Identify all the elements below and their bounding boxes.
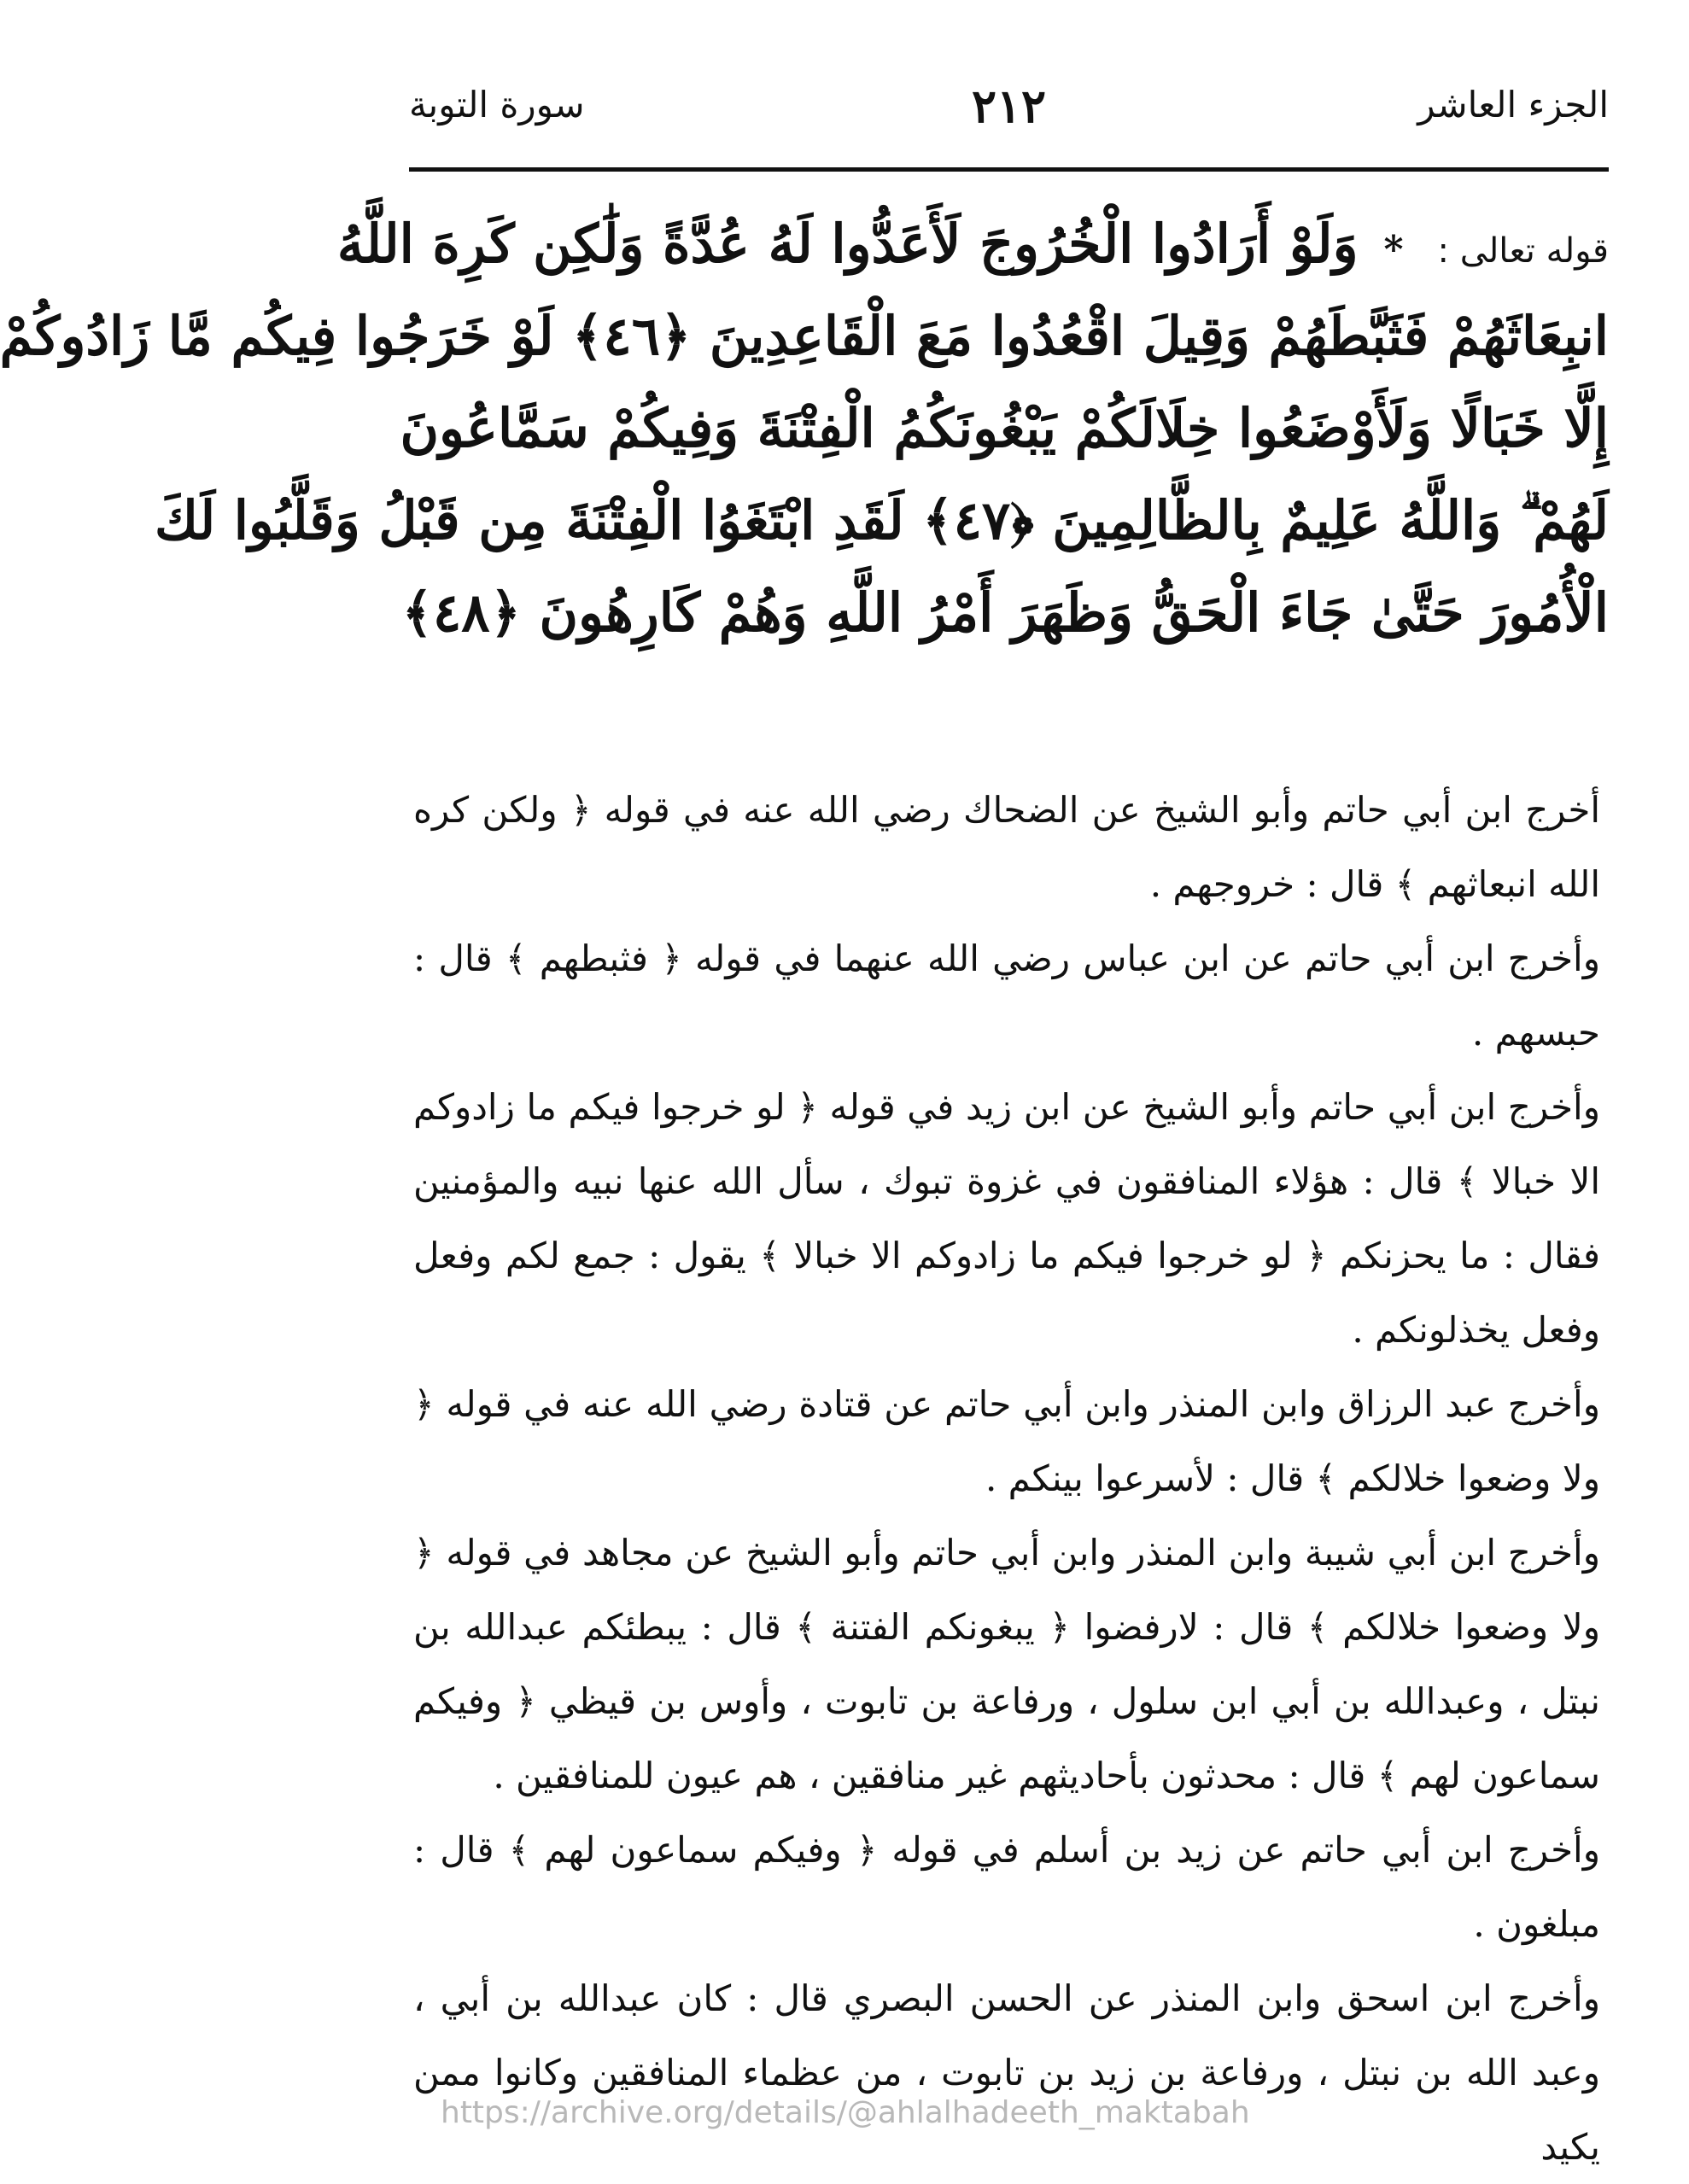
commentary-paragraph: وأخرج ابن أبي حاتم عن زيد بن أسلم في قوله ﴿ وفيكم سماعون لهم ﴾ قال : مبلغون . [413, 1829, 1600, 1945]
commentary-paragraph: وأخرج ابن أبي حاتم عن ابن عباس رضي الله عنهما في قوله ﴿ فثبطهم ﴾ قال : حبسهم . [413, 937, 1600, 1054]
commentary-block [413, 773, 1600, 2184]
watermark-url: https://archive.org/details/@ahlalhadeeth_maktabah [441, 2095, 1250, 2130]
verse-line-2: انبِعَاثَهُمْ فَثَبَّطَهُمْ وَقِيلَ اقْعُدُوا مَعَ الْقَاعِدِينَ ﴿٤٦﴾ لَوْ خَرَجُوا فِيكُم مَّا زَادُوكُمْ [0, 305, 1609, 367]
verse-line-4: لَهُمْ ۗ وَاللَّهُ عَلِيمٌ بِالظَّالِمِينَ ﴿٤٧﴾ لَقَدِ ابْتَغَوُا الْفِتْنَةَ مِن قَبْلُ وَقَلَّبُوا لَكَ [154, 489, 1609, 552]
verse-line-5: الْأُمُورَ حَتَّىٰ جَاءَ الْحَقُّ وَظَهَرَ أَمْرُ اللَّهِ وَهُمْ كَارِهُونَ ﴿٤٨﴾ [401, 581, 1609, 644]
star-marker: * [1383, 228, 1404, 272]
verse-line-1 [336, 198, 1609, 290]
verse-line-3: إِلَّا خَبَالًا وَلَأَوْضَعُوا خِلَالَكُمْ يَبْغُونَكُمُ الْفِتْنَةَ وَفِيكُمْ سَمَّاعُونَ [400, 397, 1609, 459]
commentary-paragraph: وأخرج عبد الرزاق وابن المنذر وابن أبي حاتم عن قتادة رضي الله عنه في قوله ﴿ ولا وضعوا خلالكم ﴾ قال : لأسرعوا بينكم . [413, 1383, 1600, 1499]
commentary-paragraph: أخرج ابن أبي حاتم وأبو الشيخ عن الضحاك رضي الله عنه في قوله ﴿ ولكن كره الله انبعاثهم ﴾ قال : خروجهم . [413, 789, 1600, 905]
commentary-paragraph: وأخرج ابن اسحق وابن المنذر عن الحسن البصري قال : كان عبدالله بن أبي ، وعبد الله بن نبتل ، ورفاعة بن زيد بن تابوت ، من عظماء المنافقين وكانوا ممن يكيد [413, 1977, 1600, 2168]
commentary-paragraph: وأخرج ابن أبي حاتم وأبو الشيخ عن ابن زيد في قوله ﴿ لو خرجوا فيكم ما زادوكم الا خبالا ﴾ قال : هؤلاء المنافقون في غزوة تبوك ، سأل الله عنها نبيه والمؤمنين فقال : ما يحزنكم ﴿ لو خرجوا فيكم ما زادوكم الا خبالا ﴾ يقول : جمع لكم وفعل وفعل يخذلونكم . [413, 1086, 1600, 1351]
header-divider [409, 167, 1609, 172]
surah-title: سورة التوبة [409, 84, 585, 126]
verse-text-1: وَلَوْ أَرَادُوا الْخُرُوجَ لَأَعَدُّوا لَهُ عُدَّةً وَلَٰكِن كَرِهَ اللَّهُ [336, 213, 1359, 275]
verse-intro: قوله تعالى : [1437, 231, 1609, 271]
page-number: ٢١٢ [971, 79, 1047, 133]
commentary-paragraph: وأخرج ابن أبي شيبة وابن المنذر وابن أبي حاتم وأبو الشيخ عن مجاهد في قوله ﴿ ولا وضعوا خلالكم ﴾ قال : لارفضوا ﴿ يبغونكم الفتنة ﴾ قال : يبطئكم عبدالله بن نبتل ، وعبدالله بن أبي ابن سلول ، ورفاعة بن تابوت ، وأوس بن قيظي ﴿ وفيكم سماعون لهم ﴾ قال : محدثون بأحاديثهم غير منافقين ، هم عيون للمنافقين . [413, 1532, 1600, 1796]
quran-verses-block [0, 198, 1609, 659]
page-header [409, 75, 1609, 143]
part-title: الجزء العاشر [1417, 84, 1609, 126]
